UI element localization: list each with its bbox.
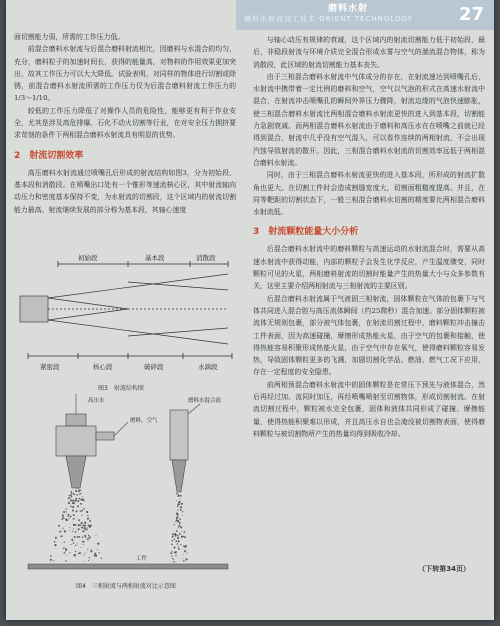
spray-particle: [79, 552, 81, 554]
spray-particle: [179, 499, 180, 500]
spray-particle: [173, 533, 174, 534]
spray-particle: [176, 500, 177, 501]
paragraph: 高压磨料水射流通过喷嘴孔后形成的射流结构如图3，分为初始段、基本段和消散段。在喷嘴出口处有一个锥形等速流核心区，其中射流轴向动压力和密度基本保持不变，为水射流的切割段，这个区域内的射流切割能力最高。射流继续发展的部分称为基本段，其轴心速度: [14, 168, 236, 214]
spray-particle: [59, 531, 61, 533]
spray-particle: [83, 561, 84, 562]
spray-particle: [89, 536, 91, 538]
spray-particle: [70, 506, 72, 508]
spray-particle: [176, 493, 178, 495]
spray-particle: [61, 518, 63, 520]
spray-particle: [86, 511, 88, 513]
spray-particle: [183, 545, 184, 546]
spray-particle: [97, 543, 99, 545]
spray-particle: [176, 514, 178, 516]
spray-particle: [174, 539, 175, 540]
spray-particle: [75, 556, 76, 557]
label-dissipation-segment: 消散段: [196, 254, 216, 262]
spray-particle: [186, 547, 187, 548]
spray-particle: [77, 529, 79, 531]
spray-particle: [89, 525, 90, 526]
spray-particle: [177, 504, 178, 505]
spray-particle: [65, 548, 66, 549]
spray-particle: [88, 560, 89, 561]
spray-particle: [75, 500, 77, 502]
spray-particle: [76, 510, 78, 512]
spray-particle: [61, 530, 62, 531]
spray-particle: [77, 505, 79, 507]
spray-particle: [179, 533, 181, 535]
spray-particle: [95, 555, 97, 557]
magazine-page: [6, 0, 494, 620]
spray-particle: [178, 540, 180, 542]
spray-particle: [69, 518, 70, 519]
spray-particle: [71, 491, 73, 493]
spray-particle: [76, 488, 77, 489]
spray-particle: [174, 524, 175, 525]
spray-particle: [88, 525, 90, 527]
spray-particle: [73, 528, 74, 529]
spray-particle: [78, 524, 80, 526]
spray-particle: [74, 554, 76, 556]
spray-particle: [74, 494, 75, 495]
spray-particle: [91, 549, 92, 550]
spray-particle: [82, 537, 83, 538]
three-phase-spray: [50, 488, 102, 562]
spray-particle: [181, 503, 183, 505]
spray-particle: [181, 531, 182, 532]
spray-particle: [75, 490, 77, 492]
section-heading-3: 3 射流颗粒能量大小分析: [253, 227, 359, 238]
spray-particle: [74, 502, 76, 504]
label-abrasive-water-mix: 磨料水混合液: [188, 398, 222, 404]
paragraph: 后混合磨料水射流属于气液固三相射流，固体颗粒在气体的包裹下与气体共同进入混合腔与高压流体瞬间（约25微秒）混合加速。部分固体颗粒被流体无规则包裹，部分被气体包裹，在射流切割过程中，磨料颗粒冲击撞击工件表面，因为高速碰撞，摩擦形成热能火星，由于空气的包裹和接触，使得热能容易积聚形成热能火星，由于空气中存在氧气，使得磨料颗粒容易发热，导致固体颗粒更多的飞溅，加剧切割化学品、燃油、燃气工况下应用，存在一定程度的安全隐患。: [253, 294, 485, 377]
spray-particle: [73, 524, 75, 526]
spray-particle: [88, 557, 89, 558]
spray-particle: [186, 558, 188, 560]
spray-particle: [80, 524, 82, 526]
spray-particle: [175, 535, 177, 537]
spray-particle: [177, 516, 178, 517]
spray-particle: [79, 494, 80, 495]
spray-particle: [180, 544, 181, 545]
spray-particle: [79, 536, 81, 538]
spray-particle: [178, 548, 180, 550]
workpiece-surface: [28, 564, 228, 569]
spray-particle: [63, 528, 64, 529]
spray-particle: [77, 536, 79, 538]
spray-particle: [173, 546, 175, 548]
spray-particle: [101, 558, 102, 559]
spray-particle: [180, 509, 182, 511]
paragraph: 面切割能力弱，所需的工作压力低。: [14, 33, 125, 41]
spray-particle: [87, 515, 88, 516]
spray-particle: [178, 502, 180, 504]
left-text-column: [14, 31, 236, 216]
spray-particle: [50, 555, 52, 557]
spray-particle: [81, 547, 82, 548]
nozzle-shape: [20, 296, 48, 322]
spray-particle: [72, 510, 74, 512]
spray-particle: [75, 545, 76, 546]
spray-particle: [172, 536, 174, 538]
spray-particle: [184, 536, 186, 538]
spray-particle: [71, 539, 73, 541]
paragraph: 由于三相混合磨料水射流中气体成分的存在，在射流速达到喷嘴孔后，水射流中携带着一定比例的磨料和空气，空气以气泡的形式在高速水射流中混合，在射流冲击喷嘴孔的瞬间外界压力骤降，射流边缘的气泡快速膨胀，使三相混合磨料水射流比两相混合磨料水射流更快的进入到基本段，切割能力急剧衰减。而两相混合磨料水射流由于磨料和高压水在在喷嘴之前就已经得到混合，射流中几乎没有空气混入，可以看作连续的两相射流，不会出现汽蚀导致射流的散开。因此，三相混合磨料水射流的切割效率远低于两相混合磨料水射流。: [253, 72, 485, 167]
spray-particle: [67, 516, 68, 517]
spray-particle: [68, 498, 69, 499]
spray-particle: [176, 553, 177, 554]
spray-particle: [171, 540, 172, 541]
spray-particle: [186, 552, 187, 553]
label-dense-segment: 紧密段: [40, 363, 60, 371]
spray-particle: [72, 531, 73, 532]
spray-particle: [77, 544, 78, 545]
spray-particle: [62, 514, 64, 516]
right-text-column: [253, 34, 485, 440]
page-number: 27: [458, 4, 484, 25]
spray-particle: [78, 491, 80, 493]
spray-particle: [80, 510, 81, 511]
spray-particle: [176, 530, 178, 532]
spray-particle: [64, 530, 66, 532]
spray-particle: [68, 514, 70, 516]
spray-particle: [88, 535, 89, 536]
label-initial-segment: 初始段: [78, 254, 98, 262]
paragraph: 同时，由于三相混合磨料水射流更快的进入基本段，所形成的射流扩散角也更大。在切割工件时会造成割缝宽度大，切割面粗糙度提高。并且，在同等靶距的切割状态下，一般三相混合磨料水切割的精度要比两相混合磨料水射流低。: [253, 171, 485, 217]
spray-particle: [180, 526, 181, 527]
spray-particle: [84, 522, 86, 524]
spray-particle: [81, 514, 82, 515]
spray-particle: [83, 544, 84, 545]
paragraph: 前混合磨料水射流与后混合磨料射流相比，因磨料与水混合的均匀，充分，磨料粒子的加速时间长，获得的能量高，对物料的作用效果更加突出，故其工作压力可以大大降低。试验表明，对同样的物体进行切割或除锈，前混合磨料水射流所需的工作压力仅为后混合磨料射流工作压力的1/3～1/10。: [14, 45, 236, 103]
spray-particle: [60, 536, 61, 537]
spray-particle: [81, 522, 83, 524]
spray-particle: [87, 549, 88, 550]
spray-particle: [50, 559, 52, 561]
spray-particle: [90, 550, 92, 552]
spray-particle: [180, 506, 182, 508]
jet-boundary-lines: [48, 274, 228, 344]
label-workpiece: 工件: [136, 556, 148, 562]
spray-particle: [80, 490, 81, 491]
spray-particle: [65, 551, 66, 552]
spray-particle: [80, 503, 82, 505]
spray-particle: [177, 505, 179, 507]
label-core-segment: 核心段: [93, 363, 113, 371]
two-phase-spray: [170, 493, 187, 563]
spray-particle: [177, 509, 178, 510]
page-header-banner: [236, 0, 494, 30]
spray-particle: [79, 498, 80, 499]
spray-particle: [71, 493, 72, 494]
paragraph: 较低的工作压力降低了对操作人员的危险性，能够更有利于作业安全，尤其是涉及高危排爆、石化不动火切割等行业，在对安全压力拥挤要求苛刻的条件下两相混合磨料水射流具有明显的优势。: [14, 106, 236, 140]
spray-particle: [73, 541, 74, 542]
spray-particle: [58, 525, 60, 527]
spray-particle: [75, 524, 77, 526]
spray-particle: [66, 555, 67, 556]
spray-particle: [183, 554, 184, 555]
spray-particle: [70, 516, 72, 518]
spray-particle: [179, 518, 181, 520]
spray-particle: [82, 530, 84, 532]
spray-particle: [182, 515, 183, 516]
spray-particle: [176, 522, 177, 523]
spray-particle: [72, 506, 74, 508]
spray-particle: [184, 532, 185, 533]
spray-particle: [84, 555, 85, 556]
spray-particle: [69, 530, 70, 531]
header-title: 磨料水射: [328, 4, 369, 14]
spray-particle: [175, 555, 176, 556]
spray-particle: [177, 537, 179, 539]
spray-particle: [84, 525, 86, 527]
figure-3-bottom-bracket: [28, 353, 232, 359]
spray-particle: [96, 535, 97, 536]
spray-particle: [84, 553, 85, 554]
spray-particle: [69, 503, 70, 504]
spray-particle: [170, 552, 172, 554]
figure-3-jet-structure: [18, 252, 236, 382]
spray-particle: [172, 558, 173, 559]
spray-particle: [89, 520, 91, 522]
continued-note: （下转第34页）: [418, 565, 470, 573]
three-phase-nozzle: [56, 394, 128, 488]
label-high-pressure-water: 高压水: [88, 398, 105, 404]
spray-particle: [171, 543, 173, 545]
spray-particle: [83, 524, 85, 526]
spray-particle: [184, 558, 185, 559]
label-basic-segment: 基本段: [145, 254, 165, 262]
spray-particle: [181, 536, 183, 538]
spray-particle: [99, 552, 100, 553]
spray-particle: [69, 552, 70, 553]
paragraph: 前两相预混合磨料水射流中的固体颗粒是在常压下预先与液体混合，然后再经过加、流同时加压，再经喷嘴喷射至切割物体，形成切割射流。在射流切割过程中，颗粒被水完全包裹，固体和液体共同形成了碰撞、摩擦能量，使得热能积聚难以形成，并且高压水自也会淹没被切割物表面，使得磨料颗粒与被切割物所产生的热量均得到吸收冷却。: [253, 380, 485, 438]
spray-particle: [71, 500, 72, 501]
spray-particle: [75, 531, 77, 533]
spray-particle: [179, 522, 181, 524]
label-abrasive-air: 磨料，空气: [130, 418, 158, 424]
spray-particle: [82, 496, 83, 497]
spray-particle: [63, 517, 65, 519]
spray-particle: [73, 514, 75, 516]
spray-particle: [87, 518, 89, 520]
label-droplet-segment: 水滴段: [198, 363, 218, 371]
spray-particle: [173, 559, 174, 560]
spray-particle: [176, 518, 178, 520]
spray-particle: [78, 489, 80, 491]
spray-particle: [84, 500, 85, 501]
spray-particle: [72, 519, 73, 520]
spray-particle: [183, 536, 184, 537]
spray-particle: [184, 550, 186, 552]
spray-particle: [76, 494, 78, 496]
spray-particle: [83, 508, 85, 510]
spray-particle: [183, 560, 185, 562]
spray-particle: [75, 551, 76, 552]
section-heading-2: 2 射流切割效率: [14, 150, 84, 161]
spray-particle: [73, 543, 74, 544]
two-phase-nozzle: [170, 404, 200, 492]
spray-particle: [182, 511, 183, 512]
spray-particle: [81, 527, 83, 529]
spray-particle: [70, 544, 71, 545]
spray-particle: [171, 555, 172, 556]
spray-particle: [174, 551, 176, 553]
spray-particle: [55, 537, 57, 539]
spray-particle: [175, 540, 177, 542]
spray-particle: [176, 519, 178, 521]
spray-particle: [179, 524, 180, 525]
spray-particle: [172, 551, 173, 552]
header-subtitle: 磨料水射流加工技术 ORIENT TECHNOLOGY: [244, 15, 413, 23]
spray-particle: [66, 508, 67, 509]
spray-particle: [178, 526, 179, 527]
spray-particle: [178, 495, 179, 496]
figure-4-caption: 图4 三相射流与两相射流对比示意图: [76, 583, 176, 590]
spray-particle: [64, 552, 66, 554]
spray-particle: [81, 510, 83, 512]
spray-particle: [94, 553, 96, 555]
spray-particle: [66, 511, 67, 512]
spray-particle: [82, 541, 84, 543]
spray-particle: [64, 541, 65, 542]
label-break-segment: 破碎段: [144, 363, 164, 371]
spray-particle: [181, 534, 182, 535]
spray-particle: [70, 495, 71, 496]
spray-particle: [172, 534, 174, 536]
spray-particle: [73, 518, 74, 519]
spray-particle: [97, 549, 98, 550]
spray-particle: [87, 538, 89, 540]
spray-particle: [86, 529, 88, 531]
paragraph: 后混合磨料水射流中的磨料颗粒与高速运动的水射流混合时，需要从高速水射流中获得动能，内部的颗粒子会发生化学反应，产生温度骤变，同时颗粒可见的火星，两相磨料射流的切割时能量产生的热量大小与众多参数有关，这里主要介绍两相射流与三相射流的主要区别。: [253, 245, 485, 291]
spray-particle: [176, 543, 178, 545]
spray-particle: [63, 511, 65, 513]
spray-particle: [69, 495, 70, 496]
spray-particle: [174, 533, 176, 535]
spray-particle: [73, 500, 74, 501]
spray-particle: [180, 527, 182, 529]
paragraph: 与轴心动压有规律的衰减，这个区域内的射流切割能力低于初始段，最后，非稳段射流与环境介质完全混合形成水雾与空气的湍流混合物体，称为消散段，此区域的射流切割能力基本丧失。: [253, 36, 485, 69]
spray-particle: [85, 537, 86, 538]
spray-particle: [69, 527, 70, 528]
spray-particle: [54, 541, 55, 542]
spray-particle: [75, 498, 77, 500]
spray-particle: [173, 561, 175, 563]
spray-particle: [178, 527, 179, 528]
spray-particle: [178, 546, 179, 547]
spray-particle: [65, 560, 66, 561]
figure-4-jet-comparison: [18, 392, 236, 578]
spray-particle: [78, 519, 80, 521]
spray-particle: [82, 499, 84, 501]
spray-particle: [78, 488, 79, 489]
spray-particle: [78, 553, 79, 554]
spray-particle: [63, 547, 65, 549]
spray-particle: [66, 519, 68, 521]
spray-particle: [53, 560, 54, 561]
spray-particle: [71, 496, 73, 498]
spray-particle: [84, 535, 86, 537]
spray-particle: [54, 544, 56, 546]
spray-particle: [84, 527, 86, 529]
spray-particle: [74, 536, 76, 538]
spray-particle: [180, 495, 182, 497]
spray-particle: [175, 521, 176, 522]
spray-particle: [177, 535, 179, 537]
spray-particle: [80, 493, 82, 495]
spray-particle: [87, 527, 88, 528]
spray-particle: [65, 549, 67, 551]
spray-particle: [77, 500, 79, 502]
figure-3-caption: 图3 射流结构图: [98, 385, 144, 392]
